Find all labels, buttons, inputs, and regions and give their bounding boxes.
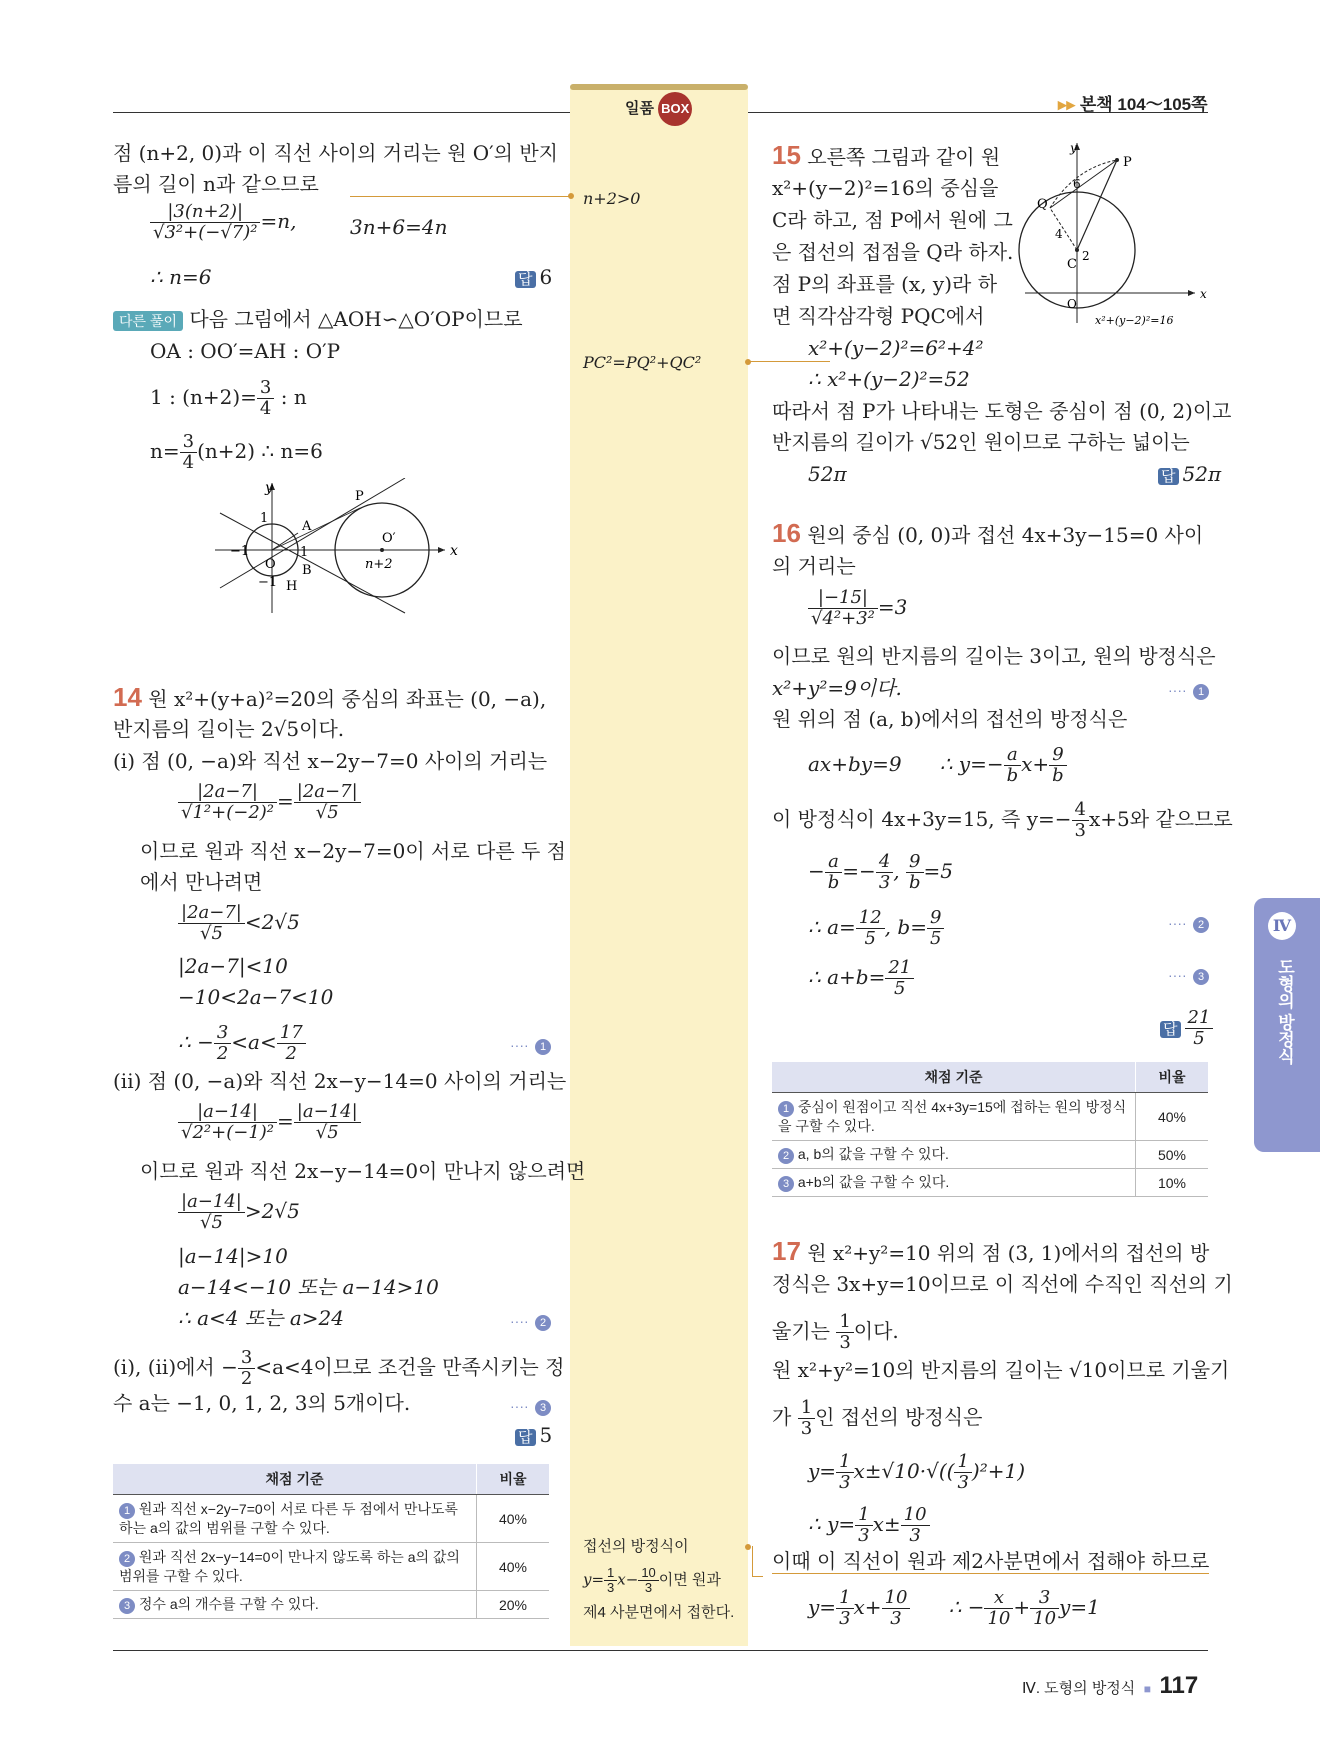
q17-line-1 bbox=[772, 1238, 1209, 1266]
q14-ii: (ii) 점 (0, −a)와 직선 2x−y−14=0 사이의 거리는 bbox=[113, 1069, 567, 1093]
q16-line-7: 이 방정식이 4x+3y=15, 즉 y=− $\frac{4}{3}$ x+5와 같으므로 bbox=[772, 799, 1233, 841]
criteria-text: 정수 a의 개수를 구할 수 있다. bbox=[138, 1596, 319, 1612]
ratio-cell: 40% bbox=[477, 1495, 550, 1543]
criteria-text: a, b의 값을 구할 수 있다. bbox=[797, 1146, 949, 1162]
svg-text:1: 1 bbox=[260, 511, 269, 526]
q15-line-5: 점 P의 좌표를 (x, y)라 하 bbox=[772, 272, 998, 296]
note2-connector bbox=[750, 361, 830, 362]
center-column-top-bar bbox=[570, 84, 748, 90]
chapter-tab-title: 도형의 방정식 bbox=[1275, 958, 1294, 1065]
svg-text:O: O bbox=[1067, 297, 1077, 311]
alt-ratio-text: 1 : (n+2)= bbox=[150, 385, 257, 409]
svg-text:y: y bbox=[1070, 141, 1077, 155]
svg-text:P: P bbox=[1123, 155, 1132, 170]
footer-chapter: Ⅳ. 도형의 방정식 bbox=[1022, 1680, 1136, 1697]
q15-line-11: 52π bbox=[808, 462, 847, 486]
center-column-band bbox=[570, 88, 748, 1646]
svg-text:6: 6 bbox=[1073, 177, 1081, 191]
q17-number: 17 bbox=[772, 1236, 801, 1266]
q17-l3: 울기는 bbox=[772, 1319, 830, 1343]
q14-text: 원 x²+(y+a)²=20의 중심의 좌표는 (0, −a), bbox=[148, 687, 547, 711]
svg-text:4: 4 bbox=[1055, 227, 1063, 241]
q16-l6: ax+by=9 bbox=[808, 752, 902, 776]
note2: PC²=PQ²+QC² bbox=[583, 353, 702, 372]
q15-line-2: x²+(y−2)²=16의 중심을 bbox=[772, 176, 999, 200]
q17-text: 원 x²+y²=10 위의 점 (3, 1)에서의 접선의 방 bbox=[807, 1241, 1210, 1265]
table-header-ratio: 비율 bbox=[477, 1464, 550, 1495]
svg-text:O′: O′ bbox=[382, 531, 396, 546]
q16-line-3: 이므로 원의 반지름의 길이는 3이고, 원의 방정식은 bbox=[772, 644, 1216, 668]
q16-step-3: ···· 3 bbox=[1168, 960, 1209, 988]
q17-l3b: 이다. bbox=[853, 1319, 899, 1343]
box-label-1: 일품 bbox=[625, 100, 654, 117]
q15-line-6: 면 직각삼각형 PQC에서 bbox=[772, 304, 985, 328]
q17-eq-1: y= $\frac{1}{3}$ x±√10·√(( $\frac{1}{3}$ )²+1) bbox=[808, 1451, 1026, 1493]
box-title bbox=[625, 92, 692, 126]
q17-line-3: 울기는 $\frac{1}{3}$ 이다. bbox=[772, 1311, 899, 1353]
answer-icon: 답 bbox=[515, 1429, 536, 1446]
q16-line-1 bbox=[772, 520, 1203, 548]
box-badge: BOX bbox=[658, 92, 692, 126]
q14-conclusion-2: 수 a는 −1, 0, 1, 2, 3의 5개이다. bbox=[113, 1391, 411, 1415]
page-ref-text: 본책 104～105쪽 bbox=[1079, 95, 1208, 114]
q14-i: (i) 점 (0, −a)와 직선 x−2y−7=0 사이의 거리는 bbox=[113, 749, 548, 773]
q14-ii-2: 이므로 원과 직선 2x−y−14=0이 만나지 않으려면 bbox=[140, 1159, 586, 1183]
svg-text:−1: −1 bbox=[258, 575, 278, 590]
note3-line-2: y= $\frac{1}{3}$ x− $\frac{10}{3}$ 이면 원과 bbox=[583, 1565, 721, 1595]
chapter-roman-badge: Ⅳ bbox=[1268, 912, 1296, 940]
alt-solution-line-1 bbox=[113, 306, 523, 334]
alt-n-result: (n+2) ∴ n=6 bbox=[197, 439, 323, 463]
q14-number: 14 bbox=[113, 682, 142, 712]
svg-text:B: B bbox=[302, 563, 312, 578]
q15-number: 15 bbox=[772, 140, 801, 170]
table-header-ratio: 비율 bbox=[1136, 1062, 1209, 1093]
q17-eq-2: ∴ y= $\frac{1}{3}$ x± $\frac{10}{3}$ bbox=[808, 1505, 930, 1546]
note3-connector bbox=[752, 1546, 763, 1577]
step-badge: 2 bbox=[778, 1148, 794, 1164]
table-row bbox=[772, 1141, 1208, 1169]
q15-line-1 bbox=[772, 142, 1000, 170]
note3-line-1: 접선의 방정식이 bbox=[583, 1538, 689, 1555]
criteria-text: a+b의 값을 구할 수 있다. bbox=[797, 1174, 950, 1190]
svg-text:P: P bbox=[355, 489, 364, 504]
q14-ii-5: ∴ a<4 또는 a>24 bbox=[178, 1306, 344, 1330]
svg-text:y: y bbox=[265, 480, 273, 496]
q16-text: 원의 중심 (0, 0)과 접선 4x+3y−15=0 사이 bbox=[807, 523, 1204, 547]
q15-line-3: C라 하고, 점 P에서 원에 그 bbox=[772, 208, 1013, 232]
q14-i-ineq: $\frac{|2a-7|}{√5}$ <2√5 bbox=[178, 903, 300, 944]
p13-answer-value: 6 bbox=[539, 265, 553, 289]
note3-line-3: 제4 사분면에서 접한다. bbox=[583, 1604, 735, 1621]
svg-text:2: 2 bbox=[1082, 249, 1090, 263]
svg-text:x: x bbox=[450, 543, 458, 559]
q16-distance: $\frac{|-15|}{\text{√4²+3²}}$ =3 bbox=[808, 588, 907, 629]
q14-line-1 bbox=[113, 684, 546, 712]
step-badge: 3 bbox=[778, 1176, 794, 1192]
q14-step-2: ···· 2 bbox=[510, 1306, 551, 1334]
q16-step-1: ···· 1 bbox=[1168, 675, 1209, 703]
answer-icon: 답 bbox=[1160, 1021, 1181, 1038]
q17-line-8 bbox=[772, 1548, 1209, 1574]
q16-line-5: 원 위의 점 (a, b)에서의 접선의 방정식은 bbox=[772, 707, 1128, 731]
svg-text:−1: −1 bbox=[230, 544, 250, 559]
q17-eq-3: y= $\frac{1}{3}$ x+ $\frac{10}{3}$ ∴ − $\frac{x}{10}$ + $\frac{3}{10}$ y=1 bbox=[808, 1587, 1100, 1629]
svg-text:O: O bbox=[265, 557, 276, 572]
q17-l8: 이때 이 직선이 원과 제2사분면에서 접해야 하므로 bbox=[772, 1549, 1210, 1573]
ratio-cell: 10% bbox=[1136, 1169, 1209, 1197]
p13-equation: 3n+6=4n bbox=[350, 215, 448, 239]
p13-distance-formula: $\frac{|3(n+2)|}{\text{√3²+(−√7)²}}$ =n, bbox=[150, 202, 296, 243]
svg-text:H: H bbox=[286, 579, 298, 594]
step-badge: 2 bbox=[119, 1551, 135, 1567]
q15-line-8: ∴ x²+(y−2)²=52 bbox=[808, 367, 970, 391]
q14-ii-3: |a−14|>10 bbox=[178, 1244, 288, 1268]
footer bbox=[1022, 1672, 1198, 1700]
q15-line-10: 반지름의 길이가 √52인 원이므로 구하는 넓이는 bbox=[772, 430, 1190, 454]
note1-connector bbox=[350, 196, 572, 197]
table-row bbox=[113, 1591, 549, 1619]
q14-i-5: −10<2a−7<10 bbox=[178, 985, 334, 1009]
q14-ii-4: a−14<−10 또는 a−14>10 bbox=[178, 1275, 439, 1299]
note1-dot bbox=[568, 193, 574, 199]
alt-solution-tag: 다른 풀이 bbox=[113, 311, 183, 331]
page-number: 117 bbox=[1159, 1672, 1199, 1699]
q15-text: 오른쪽 그림과 같이 원 bbox=[807, 145, 1001, 169]
q14-i-2: 이므로 원과 직선 x−2y−7=0이 서로 다른 두 점 bbox=[140, 839, 567, 863]
answer-icon: 답 bbox=[515, 271, 536, 288]
q14-line-2: 반지름의 길이는 2√5이다. bbox=[113, 717, 345, 741]
q16-l7: 이 방정식이 4x+3y=15, 즉 y= bbox=[772, 807, 1055, 831]
note3-l2-text: 이면 원과 bbox=[658, 1571, 721, 1589]
criteria-text: 원과 직선 2x−y−14=0이 만나지 않도록 하는 a의 값의 범위를 구할 수 있다. bbox=[119, 1549, 460, 1584]
table-header-criteria: 채점 기준 bbox=[772, 1062, 1136, 1093]
svg-text:A: A bbox=[302, 519, 312, 534]
q14-i-3: 에서 만나려면 bbox=[140, 870, 263, 894]
q14-i-6: ∴ − $\frac{3}{2}$ <a< $\frac{17}{2}$ bbox=[178, 1023, 306, 1064]
criteria-text: 원과 직선 x−2y−7=0이 서로 다른 두 점에서 만나도록 하는 a의 값의 범위를 구할 수 있다. bbox=[119, 1501, 458, 1536]
step-badge: 3 bbox=[119, 1598, 135, 1614]
q14-scoring-table bbox=[113, 1464, 549, 1619]
q15-line-4: 은 접선의 접점을 Q라 하자. bbox=[772, 240, 1014, 264]
alt-n-text: n= bbox=[150, 439, 180, 463]
q15-line-7: x²+(y−2)²=6²+4² bbox=[808, 336, 984, 360]
q14-step-3: ···· 3 bbox=[510, 1391, 551, 1419]
alt-solution-text: 다음 그림에서 △AOH∽△O′OP이므로 bbox=[189, 307, 523, 331]
svg-text:Q: Q bbox=[1037, 197, 1048, 212]
svg-text:n+2: n+2 bbox=[365, 557, 393, 572]
table-row bbox=[113, 1543, 549, 1591]
ratio-cell: 40% bbox=[1136, 1093, 1209, 1141]
q14-c1-text: (i), (ii)에서 bbox=[113, 1355, 215, 1379]
q16-l7b: x+5와 같으므로 bbox=[1088, 807, 1233, 831]
q16-line-4: x²+y²=9이다. bbox=[772, 676, 902, 700]
page-ref bbox=[1058, 90, 1208, 115]
q16-scoring-table bbox=[772, 1062, 1208, 1197]
footer-rule bbox=[113, 1650, 1208, 1651]
p13-line-1: 점 (n+2, 0)과 이 직선 사이의 거리는 원 O′의 반지 bbox=[113, 141, 559, 165]
criteria-text: 중심이 원점이고 직선 4x+3y=15에 접하는 원의 방정식을 구할 수 있다. bbox=[778, 1099, 1127, 1134]
p13-answer bbox=[515, 264, 552, 293]
q14-answer bbox=[515, 1422, 552, 1451]
svg-text:x: x bbox=[1200, 287, 1207, 301]
q16-eq-2: ∴ a= $\frac{12}{5}$ , b= $\frac{9}{5}$ bbox=[808, 908, 944, 949]
alt-solution-line-2: OA : OO′=AH : O′P bbox=[150, 339, 341, 363]
note1: n+2>0 bbox=[583, 189, 641, 208]
p13-line-2: 름의 길이 n과 같으므로 bbox=[113, 172, 319, 196]
figure-two-circles bbox=[210, 478, 460, 618]
q15-answer-value: 52π bbox=[1182, 462, 1222, 486]
q15-line-9: 따라서 점 P가 나타내는 도형은 중심이 점 (0, 2)이고 bbox=[772, 399, 1232, 423]
q17-line-2: 정식은 3x+y=10이므로 이 직선에 수직인 직선의 기 bbox=[772, 1272, 1233, 1296]
table-row bbox=[772, 1093, 1208, 1141]
chapter-side-tab[interactable] bbox=[1254, 898, 1320, 1152]
q14-step-1: ···· 1 bbox=[510, 1030, 551, 1058]
arrow-icon: ▸▸ bbox=[1058, 95, 1076, 114]
q17-l5: 가 bbox=[772, 1405, 792, 1429]
q16-tangent: ax+by=9 ∴ y=− $\frac{a}{b}$ x+ $\frac{9}{b}$ bbox=[808, 745, 1067, 786]
ratio-cell: 50% bbox=[1136, 1141, 1209, 1169]
q16-number: 16 bbox=[772, 518, 801, 548]
q16-eq-3: ∴ a+b= $\frac{21}{5}$ bbox=[808, 958, 914, 999]
q17-line-5: 가 $\frac{1}{3}$ 인 접선의 방정식은 bbox=[772, 1397, 983, 1439]
figure-q15-circle bbox=[1015, 138, 1215, 328]
q14-c1b-text: <a<4이므로 조건을 만족시키는 정 bbox=[255, 1355, 565, 1379]
q17-l5b: 인 접선의 방정식은 bbox=[815, 1405, 983, 1429]
footer-bullet: ■ bbox=[1143, 1682, 1151, 1696]
q16-answer: 답 $\frac{21}{5}$ bbox=[1160, 1008, 1213, 1049]
q14-i-4: |2a−7|<10 bbox=[178, 954, 288, 978]
answer-icon: 답 bbox=[1158, 468, 1179, 485]
q16-step-2: ···· 2 bbox=[1168, 908, 1209, 936]
q15-figure-label: x²+(y−2)²=16 bbox=[1095, 314, 1174, 327]
q15-answer bbox=[1158, 461, 1221, 490]
q14-ii-formula: $\frac{|a-14|}{\text{√2²+(−1)²}}$ = $\frac{|a-14|}{√5}$ bbox=[178, 1102, 361, 1143]
svg-text:C: C bbox=[1067, 257, 1077, 272]
ratio-cell: 40% bbox=[477, 1543, 550, 1591]
note3-dot bbox=[745, 1544, 751, 1550]
p13-result: ∴ n=6 bbox=[150, 265, 212, 289]
table-header-criteria: 채점 기준 bbox=[113, 1464, 477, 1495]
alt-solution-line-4: n= $\frac{3}{4}$ (n+2) ∴ n=6 bbox=[150, 431, 323, 473]
q16-eq-1: − $\frac{a}{b}$ =− $\frac{4}{3}$ , $\frac{9}{b}$ =5 bbox=[808, 851, 953, 893]
q17-line-4: 원 x²+y²=10의 반지름의 길이는 √10이므로 기울기 bbox=[772, 1358, 1230, 1382]
q14-i-formula: $\frac{|2a-7|}{\text{√1²+(−2)²}}$ = $\frac{|2a-7|}{√5}$ bbox=[178, 782, 361, 823]
table-row bbox=[772, 1169, 1208, 1197]
q14-conclusion-1: (i), (ii)에서 − $\frac{3}{2}$ <a<4이므로 조건을 만족시키는 정 bbox=[113, 1347, 565, 1389]
ratio-cell: 20% bbox=[477, 1591, 550, 1619]
alt-solution-line-3: 1 : (n+2)= $\frac{3}{4}$ : n bbox=[150, 377, 307, 419]
table-row bbox=[113, 1495, 549, 1543]
q14-answer-value: 5 bbox=[539, 1423, 553, 1447]
svg-text:1: 1 bbox=[300, 545, 309, 560]
note2-dot bbox=[745, 359, 751, 365]
step-badge: 1 bbox=[778, 1101, 794, 1117]
step-badge: 1 bbox=[119, 1503, 135, 1519]
q14-ii-ineq: $\frac{|a-14|}{√5}$ >2√5 bbox=[178, 1192, 300, 1233]
q16-line-2: 의 거리는 bbox=[772, 554, 856, 578]
